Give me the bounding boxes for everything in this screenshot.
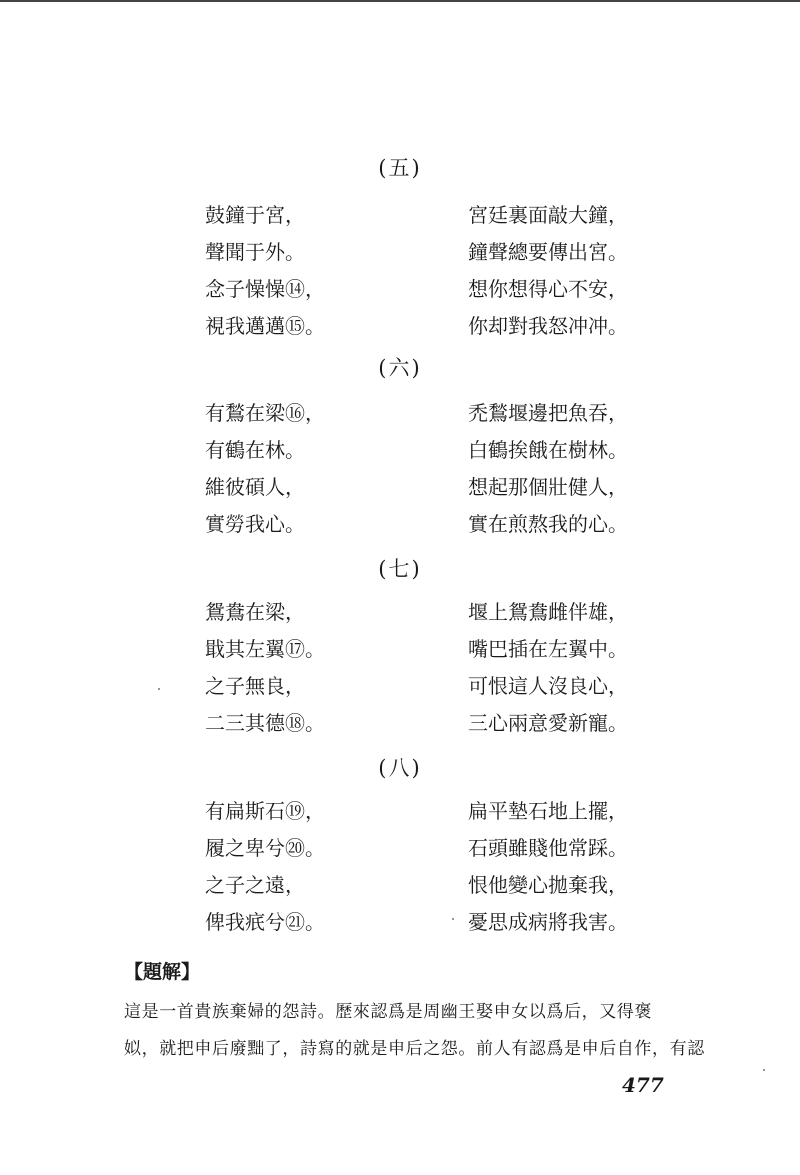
translation-line: 實在煎熬我的心。	[468, 512, 628, 536]
verse-line: 維彼碩人，	[205, 475, 305, 499]
verse-line: 戢其左翼⑰。	[205, 637, 325, 661]
translation-line: 堰上鴛鴦雌伴雄，	[468, 600, 628, 624]
translation-line: 想你想得心不安，	[468, 277, 628, 301]
stanza-title: (七)	[378, 557, 422, 581]
verse-line: 有鶴在林。	[205, 438, 305, 462]
verse-line: 二三其德⑱。	[205, 711, 325, 735]
commentary-heading: 【題解】	[124, 961, 201, 983]
original-verse	[205, 793, 325, 941]
stanza-title: (八)	[378, 756, 422, 780]
translation-verse	[468, 197, 628, 345]
verse-line: 鴛鴦在梁，	[205, 600, 305, 624]
original-verse	[205, 395, 325, 543]
translation-line: 白鶴挨餓在樹林。	[468, 438, 628, 462]
verse-line: 有扁斯石⑲，	[205, 799, 325, 823]
translation-line: 想起那個壯健人，	[468, 475, 628, 499]
translation-verse	[468, 793, 628, 941]
translation-line: 鐘聲總要傳出宮。	[468, 240, 628, 264]
translation-line: 扁平墊石地上擺，	[468, 799, 628, 823]
verse-line: 俾我疧兮㉑。	[205, 910, 325, 934]
translation-line: 嘴巴插在左翼中。	[468, 637, 628, 661]
scan-speck	[763, 1069, 765, 1071]
verse-line: 之子無良，	[205, 674, 305, 698]
verse-line: 實勞我心。	[205, 512, 305, 536]
translation-line: 禿鶖堰邊把魚吞，	[468, 401, 628, 425]
original-verse	[205, 594, 325, 742]
commentary-line: 姒，就把申后廢黜了，詩寫的就是申后之怨。前人有認爲是申后自作，有認	[124, 1039, 705, 1059]
scan-speck	[452, 918, 454, 920]
translation-line: 可恨這人沒良心，	[468, 674, 628, 698]
stanza-title: (六)	[378, 356, 422, 380]
original-verse	[205, 197, 325, 345]
translation-line: 石頭雖賤他常踩。	[468, 836, 628, 860]
scan-speck	[158, 688, 160, 690]
top-border-rule	[0, 0, 800, 2]
translation-verse	[468, 594, 628, 742]
verse-line: 視我邁邁⑮。	[205, 314, 325, 338]
verse-line: 履之卑兮⑳。	[205, 836, 325, 860]
translation-line: 三心兩意愛新寵。	[468, 711, 628, 735]
page-number: 477	[622, 1073, 664, 1097]
verse-line: 念子懆懆⑭，	[205, 277, 325, 301]
translation-line: 憂思成病將我害。	[468, 910, 628, 934]
commentary-line: 這是一首貴族棄婦的怨詩。歷來認爲是周幽王娶申女以爲后，又得褒	[124, 1002, 652, 1022]
verse-line: 之子之遠，	[205, 873, 305, 897]
translation-line: 你却對我怒冲冲。	[468, 314, 628, 338]
verse-line: 有鶖在梁⑯，	[205, 401, 325, 425]
translation-verse	[468, 395, 628, 543]
stanza-title: (五)	[378, 156, 422, 180]
translation-line: 宮廷裏面敲大鐘，	[468, 203, 628, 227]
translation-line: 恨他變心拋棄我，	[468, 873, 628, 897]
verse-line: 鼓鐘于宮，	[205, 203, 305, 227]
verse-line: 聲聞于外。	[205, 240, 305, 264]
